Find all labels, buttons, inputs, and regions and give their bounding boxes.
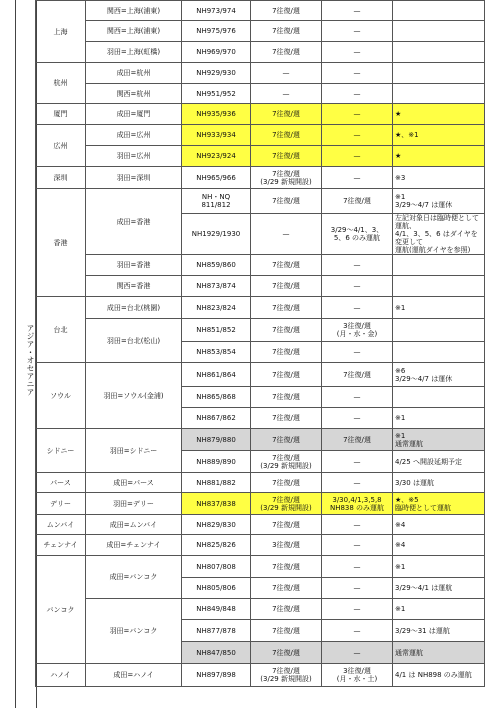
note-cell: 4/25 へ開設延期予定 <box>393 451 485 473</box>
flight-number-cell: NH897/898 <box>182 664 251 687</box>
frequency-cell: 7往復/週 <box>251 578 322 599</box>
note-cell: 3/29〜4/1 は運航 <box>393 578 485 599</box>
pre-change-cell: 3往復/週 (月・水・金) <box>322 319 393 342</box>
city-cell: 台北 <box>36 297 86 363</box>
route-cell: 成田=広州 <box>86 125 182 146</box>
city-cell: ハノイ <box>36 664 86 687</box>
flight-number-cell: NH923/924 <box>182 146 251 167</box>
pre-change-cell: — <box>322 104 393 125</box>
frequency-cell: 7往復/週 <box>251 429 322 451</box>
note-cell <box>393 42 485 63</box>
route-cell: 羽田=シドニー <box>86 429 182 473</box>
table-row <box>36 42 485 63</box>
route-cell: 羽田=広州 <box>86 146 182 167</box>
flight-number-cell: NH873/874 <box>182 276 251 297</box>
pre-change-cell: — <box>322 21 393 42</box>
flight-number-cell: NH929/930 <box>182 63 251 84</box>
pre-change-cell: — <box>322 297 393 319</box>
flight-schedule-table <box>35 0 485 687</box>
frequency-cell: 7往復/週 <box>251 473 322 493</box>
flight-number-cell: NH・NQ 811/812 <box>182 189 251 214</box>
route-cell: 羽田=香港 <box>86 255 182 276</box>
table-row <box>36 664 485 687</box>
frequency-cell: 7往復/週 (3/29 新規開設) <box>251 493 322 515</box>
city-cell: バンコク <box>36 556 86 664</box>
pre-change-cell: — <box>322 599 393 620</box>
city-cell: チェンナイ <box>36 535 86 556</box>
route-cell: 関西=香港 <box>86 276 182 297</box>
frequency-cell: 7往復/週 <box>251 104 322 125</box>
frequency-cell: 7往復/週 <box>251 146 322 167</box>
city-cell: 深圳 <box>36 167 86 189</box>
frequency-cell: 7往復/週 (3/29 新規開設) <box>251 451 322 473</box>
note-cell <box>393 84 485 104</box>
note-cell <box>393 21 485 42</box>
frequency-cell: 7往復/週 <box>251 297 322 319</box>
frequency-cell: — <box>251 214 322 255</box>
frequency-cell: 7往復/週 <box>251 363 322 387</box>
pre-change-cell: — <box>322 146 393 167</box>
note-cell: 通常運航 <box>393 642 485 664</box>
flight-number-cell: NH825/826 <box>182 535 251 556</box>
note-cell <box>393 63 485 84</box>
route-cell: 羽田=深圳 <box>86 167 182 189</box>
flight-number-cell: NH879/880 <box>182 429 251 451</box>
flight-number-cell: NH847/850 <box>182 642 251 664</box>
note-cell: ※1 3/29〜4/7 は運休 <box>393 189 485 214</box>
table-row <box>36 473 485 493</box>
pre-change-cell: — <box>322 408 393 429</box>
note-cell: ※1 <box>393 408 485 429</box>
flight-number-cell: NH933/934 <box>182 125 251 146</box>
note-cell: ★、※5 臨時便として運航 <box>393 493 485 515</box>
flight-number-cell: NH861/864 <box>182 363 251 387</box>
note-cell <box>393 342 485 363</box>
frequency-cell: 3往復/週 <box>251 535 322 556</box>
note-cell: ★ <box>393 104 485 125</box>
flight-number-cell: NH837/838 <box>182 493 251 515</box>
pre-change-cell: — <box>322 42 393 63</box>
flight-number-cell: NH881/882 <box>182 473 251 493</box>
pre-change-cell: — <box>322 642 393 664</box>
frequency-cell: 7往復/週 <box>251 620 322 642</box>
table-row <box>36 599 485 620</box>
frequency-cell: 7往復/週 <box>251 255 322 276</box>
route-cell: 成田=ムンバイ <box>86 515 182 535</box>
note-cell: ★、※1 <box>393 125 485 146</box>
table-row <box>36 493 485 515</box>
pre-change-cell: — <box>322 255 393 276</box>
pre-change-cell: — <box>322 556 393 578</box>
route-cell: 成田=バンコク <box>86 556 182 599</box>
pre-change-cell: 3/29〜4/1、3、 5、6 のみ運航 <box>322 214 393 255</box>
note-cell: 4/1 は NH898 のみ運航 <box>393 664 485 687</box>
frequency-cell: 7往復/週 <box>251 556 322 578</box>
note-cell: ※1 通常運航 <box>393 429 485 451</box>
flight-number-cell: NH805/806 <box>182 578 251 599</box>
note-cell <box>393 319 485 342</box>
flight-number-cell: NH1929/1930 <box>182 214 251 255</box>
pre-change-cell: — <box>322 620 393 642</box>
note-cell: ※4 <box>393 515 485 535</box>
flight-number-cell: NH853/854 <box>182 342 251 363</box>
route-cell: 羽田=上海(虹橋) <box>86 42 182 63</box>
table-row <box>36 63 485 84</box>
route-cell: 羽田=デリー <box>86 493 182 515</box>
route-cell: 関西=上海(浦東) <box>86 21 182 42</box>
region-column <box>15 0 37 708</box>
pre-change-cell: — <box>322 1 393 21</box>
flight-number-cell: NH851/852 <box>182 319 251 342</box>
frequency-cell: 7往復/週 <box>251 342 322 363</box>
frequency-cell: 7往復/週 <box>251 515 322 535</box>
table-row <box>36 276 485 297</box>
flight-number-cell: NH969/970 <box>182 42 251 63</box>
pre-change-cell: — <box>322 535 393 556</box>
route-cell: 成田=香港 <box>86 189 182 255</box>
pre-change-cell: — <box>322 387 393 408</box>
note-cell: ※6 3/29〜4/7 は運休 <box>393 363 485 387</box>
frequency-cell: 7往復/週 <box>251 642 322 664</box>
city-cell: シドニー <box>36 429 86 473</box>
city-cell: 広州 <box>36 125 86 167</box>
frequency-cell: 7往復/週 <box>251 189 322 214</box>
flight-number-cell: NH951/952 <box>182 84 251 104</box>
note-cell: ※4 <box>393 535 485 556</box>
pre-change-cell: — <box>322 451 393 473</box>
frequency-cell: 7往復/週 <box>251 42 322 63</box>
note-cell: ※1 <box>393 297 485 319</box>
table-row <box>36 255 485 276</box>
pre-change-cell: 3往復/週 (月・水・土) <box>322 664 393 687</box>
frequency-cell: 7往復/週 <box>251 319 322 342</box>
route-cell: 成田=チェンナイ <box>86 535 182 556</box>
flight-number-cell: NH867/862 <box>182 408 251 429</box>
city-cell: 上海 <box>36 1 86 63</box>
table-row <box>36 189 485 214</box>
city-cell: 杭州 <box>36 63 86 104</box>
pre-change-cell: — <box>322 515 393 535</box>
region-label: アジア・オセアニア <box>26 324 35 396</box>
city-cell: ムンバイ <box>36 515 86 535</box>
table-row <box>36 146 485 167</box>
flight-number-cell: NH865/868 <box>182 387 251 408</box>
note-cell: 3/30 は運航 <box>393 473 485 493</box>
pre-change-cell: — <box>322 63 393 84</box>
flight-number-cell: NH935/936 <box>182 104 251 125</box>
note-cell: 左記対象日は臨時便として運航、 4/1、3、5、6 はダイヤを変更して 運航(運航ダイヤを参照) <box>393 214 485 255</box>
flight-number-cell: NH823/824 <box>182 297 251 319</box>
note-cell: ※3 <box>393 167 485 189</box>
frequency-cell: 7往復/週 (3/29 新規開設) <box>251 664 322 687</box>
pre-change-cell: — <box>322 276 393 297</box>
flight-number-cell: NH975/976 <box>182 21 251 42</box>
frequency-cell: 7往復/週 <box>251 387 322 408</box>
frequency-cell: — <box>251 63 322 84</box>
note-cell <box>393 276 485 297</box>
table-body <box>36 1 485 687</box>
table-row <box>36 319 485 342</box>
flight-number-cell: NH889/890 <box>182 451 251 473</box>
table-row <box>36 84 485 104</box>
frequency-cell: 7往復/週 (3/29 新規開設) <box>251 167 322 189</box>
note-cell: ★ <box>393 146 485 167</box>
pre-change-cell: — <box>322 84 393 104</box>
flight-number-cell: NH973/974 <box>182 1 251 21</box>
route-cell: 関西=杭州 <box>86 84 182 104</box>
route-cell: 成田=厦門 <box>86 104 182 125</box>
table-row <box>36 1 485 21</box>
flight-number-cell: NH877/878 <box>182 620 251 642</box>
city-cell: ソウル <box>36 363 86 429</box>
pre-change-cell: — <box>322 578 393 599</box>
route-cell: 羽田=台北(松山) <box>86 319 182 363</box>
frequency-cell: 7往復/週 <box>251 125 322 146</box>
flight-number-cell: NH859/860 <box>182 255 251 276</box>
table-row <box>36 21 485 42</box>
table-row <box>36 167 485 189</box>
table-row <box>36 125 485 146</box>
table-row <box>36 104 485 125</box>
pre-change-cell: 7往復/週 <box>322 363 393 387</box>
pre-change-cell: 3/30,4/1,3,5,8 NH838 のみ運航 <box>322 493 393 515</box>
route-cell: 関西=上海(浦東) <box>86 1 182 21</box>
city-cell: デリー <box>36 493 86 515</box>
frequency-cell: 7往復/週 <box>251 408 322 429</box>
table-row <box>36 363 485 387</box>
flight-number-cell: NH849/848 <box>182 599 251 620</box>
pre-change-cell: — <box>322 167 393 189</box>
flight-number-cell: NH807/808 <box>182 556 251 578</box>
pre-change-cell: — <box>322 125 393 146</box>
note-cell <box>393 1 485 21</box>
pre-change-cell: 7往復/週 <box>322 189 393 214</box>
flight-number-cell: NH965/966 <box>182 167 251 189</box>
note-cell: 3/29〜31 は運航 <box>393 620 485 642</box>
pre-change-cell: — <box>322 473 393 493</box>
city-cell: 香港 <box>36 189 86 297</box>
route-cell: 成田=台北(桃園) <box>86 297 182 319</box>
table-row <box>36 429 485 451</box>
note-cell <box>393 255 485 276</box>
frequency-cell: 7往復/週 <box>251 276 322 297</box>
table-row <box>36 535 485 556</box>
route-cell: 羽田=バンコク <box>86 599 182 664</box>
frequency-cell: — <box>251 84 322 104</box>
pre-change-cell: — <box>322 342 393 363</box>
frequency-cell: 7往復/週 <box>251 21 322 42</box>
frequency-cell: 7往復/週 <box>251 1 322 21</box>
note-cell: ※1 <box>393 599 485 620</box>
city-cell: パース <box>36 473 86 493</box>
table-row <box>36 297 485 319</box>
flight-number-cell: NH829/830 <box>182 515 251 535</box>
route-cell: 成田=パース <box>86 473 182 493</box>
route-cell: 羽田=ソウル(金浦) <box>86 363 182 429</box>
frequency-cell: 7往復/週 <box>251 599 322 620</box>
city-cell: 厦門 <box>36 104 86 125</box>
note-cell: ※1 <box>393 556 485 578</box>
table-row <box>36 556 485 578</box>
table-row <box>36 515 485 535</box>
route-cell: 成田=ハノイ <box>86 664 182 687</box>
route-cell: 成田=杭州 <box>86 63 182 84</box>
pre-change-cell: 7往復/週 <box>322 429 393 451</box>
note-cell <box>393 387 485 408</box>
